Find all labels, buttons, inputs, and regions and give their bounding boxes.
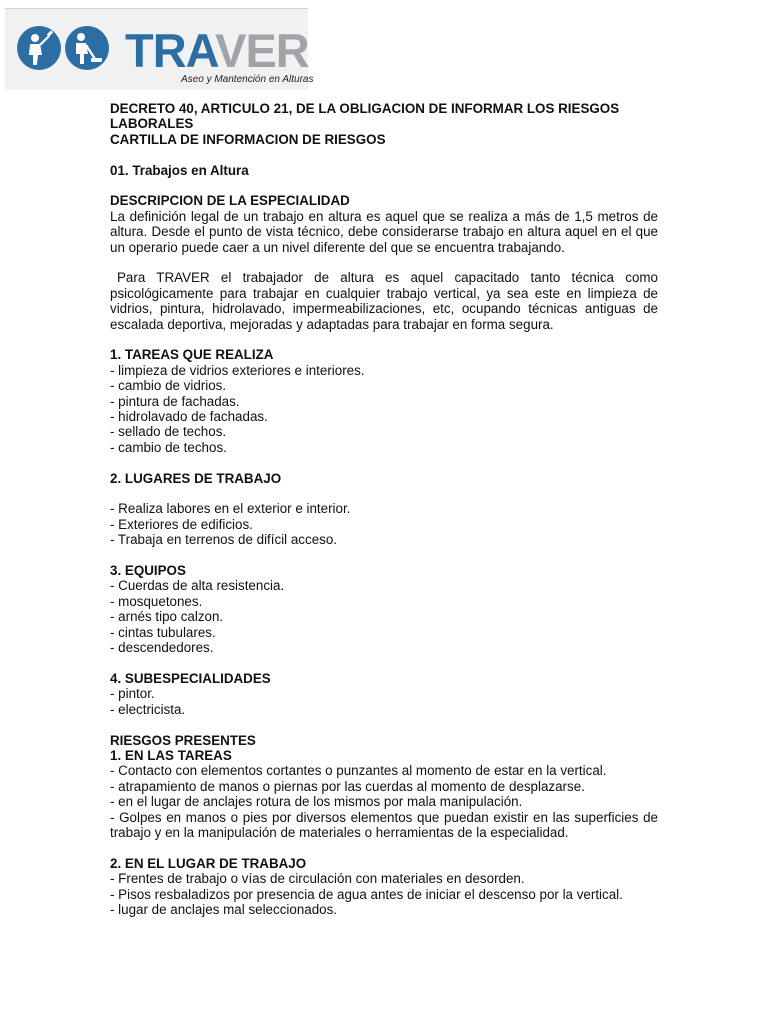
list-item: - limpieza de vidrios exteriores e interiores. <box>110 362 365 378</box>
subespecialidades-list <box>110 686 658 717</box>
subespecialidades-section <box>110 671 658 717</box>
list-item: - atrapamiento de manos o piernas por las cuerdas al momento de desplazarse. <box>110 778 585 794</box>
equipos-list <box>110 578 658 655</box>
riesgos-heading: RIESGOS PRESENTES <box>110 732 256 748</box>
list-item: - Golpes en manos o pies por diversos elementos que puedan existir en las superficies de trabajo y en la manipulación de materiales o herramientas de la especialidad. <box>110 809 658 840</box>
list-item: - lugar de anclajes mal seleccionados. <box>110 901 338 917</box>
list-item: - Exteriores de edificios. <box>110 516 253 532</box>
list-item: - cambio de vidrios. <box>110 378 227 394</box>
en-lugar-list <box>110 871 658 917</box>
brand-tagline: Aseo y Mantención en Alturas <box>181 74 314 85</box>
lugares-list <box>110 501 658 547</box>
en-tareas-heading: 1. EN LAS TAREAS <box>110 747 232 763</box>
description-heading: DESCRIPCION DE LA ESPECIALIDAD <box>110 193 350 209</box>
section-title: 01. Trabajos en Altura <box>110 162 249 178</box>
list-item: - mosquetones. <box>110 593 203 609</box>
list-item: - pintura de fachadas. <box>110 393 240 409</box>
list-item: - cambio de techos. <box>110 439 227 455</box>
list-item: - Realiza labores en el exterior e interior. <box>110 501 351 517</box>
brand-name: TRAVER <box>125 24 309 77</box>
list-item: - Frentes de trabajo o vías de circulación con materiales en desorden. <box>110 871 525 887</box>
list-item: - descendedores. <box>110 640 214 656</box>
riesgos-lugar-section <box>110 856 658 918</box>
list-item: - electricista. <box>110 701 186 717</box>
tareas-heading: 1. TAREAS QUE REALIZA <box>110 347 274 363</box>
list-item: - hidrolavado de fachadas. <box>110 409 268 425</box>
subespecialidades-heading: 4. SUBESPECIALIDADES <box>110 670 271 686</box>
company-logo <box>5 8 314 90</box>
tareas-section <box>110 347 658 455</box>
window-cleaner-icon <box>16 25 62 71</box>
list-item: - arnés tipo calzon. <box>110 609 224 625</box>
en-tareas-list <box>110 763 658 840</box>
document-title <box>110 101 658 147</box>
list-item: - sellado de techos. <box>110 424 227 440</box>
list-item: - en el lugar de anclajes rotura de los mismos por mala manipulación. <box>110 794 523 810</box>
list-item: - Pisos resbaladizos por presencia de agua antes de iniciar el descenso por la vertical. <box>110 886 623 902</box>
description-paragraph-1: La definición legal de un trabajo en altura es aquel que se realiza a más de 1,5 metros de altura. Desde el punto de vista técnico, debe considerarse trabajo en altura aquel en el que un operario puede caer a un nivel diferente del que se encuentra trabajando. <box>110 208 658 255</box>
en-lugar-heading: 2. EN EL LUGAR DE TRABAJO <box>110 855 307 871</box>
floor-cleaner-icon <box>64 25 110 71</box>
equipos-section <box>110 563 658 655</box>
header-rule <box>5 8 308 9</box>
list-item: - Contacto con elementos cortantes o punzantes al momento de estar en la vertical. <box>110 763 607 779</box>
list-item: - Trabaja en terrenos de difícil acceso. <box>110 532 338 548</box>
document-body <box>110 101 658 917</box>
lugares-section <box>110 471 658 548</box>
list-item: - Cuerdas de alta resistencia. <box>110 578 285 594</box>
tareas-list <box>110 363 658 455</box>
title-line-1: DECRETO 40, ARTICULO 21, DE LA OBLIGACION DE INFORMAR LOS RIESGOS LABORALES <box>110 101 620 132</box>
description-section <box>110 193 658 255</box>
riesgos-tareas-section <box>110 733 658 841</box>
equipos-heading: 3. EQUIPOS <box>110 563 186 579</box>
list-item: - pintor. <box>110 686 155 702</box>
lugares-heading: 2. LUGARES DE TRABAJO <box>110 470 282 486</box>
list-item: - cintas tubulares. <box>110 624 216 640</box>
description-paragraph-2: Para TRAVER el trabajador de altura es aquel capacitado tanto técnica como psicológicamente para trabajar en cualquier trabajo vertical, ya sea este en limpieza de vidrios, pintura, hidrolavado, impermeabilizaciones, etc, ocupando técnicas antiguas de escalada deportiva, mejoradas y adaptadas para trabajar en forma segura. <box>110 270 658 332</box>
title-line-2: CARTILLA DE INFORMACION DE RIESGOS <box>110 131 386 147</box>
